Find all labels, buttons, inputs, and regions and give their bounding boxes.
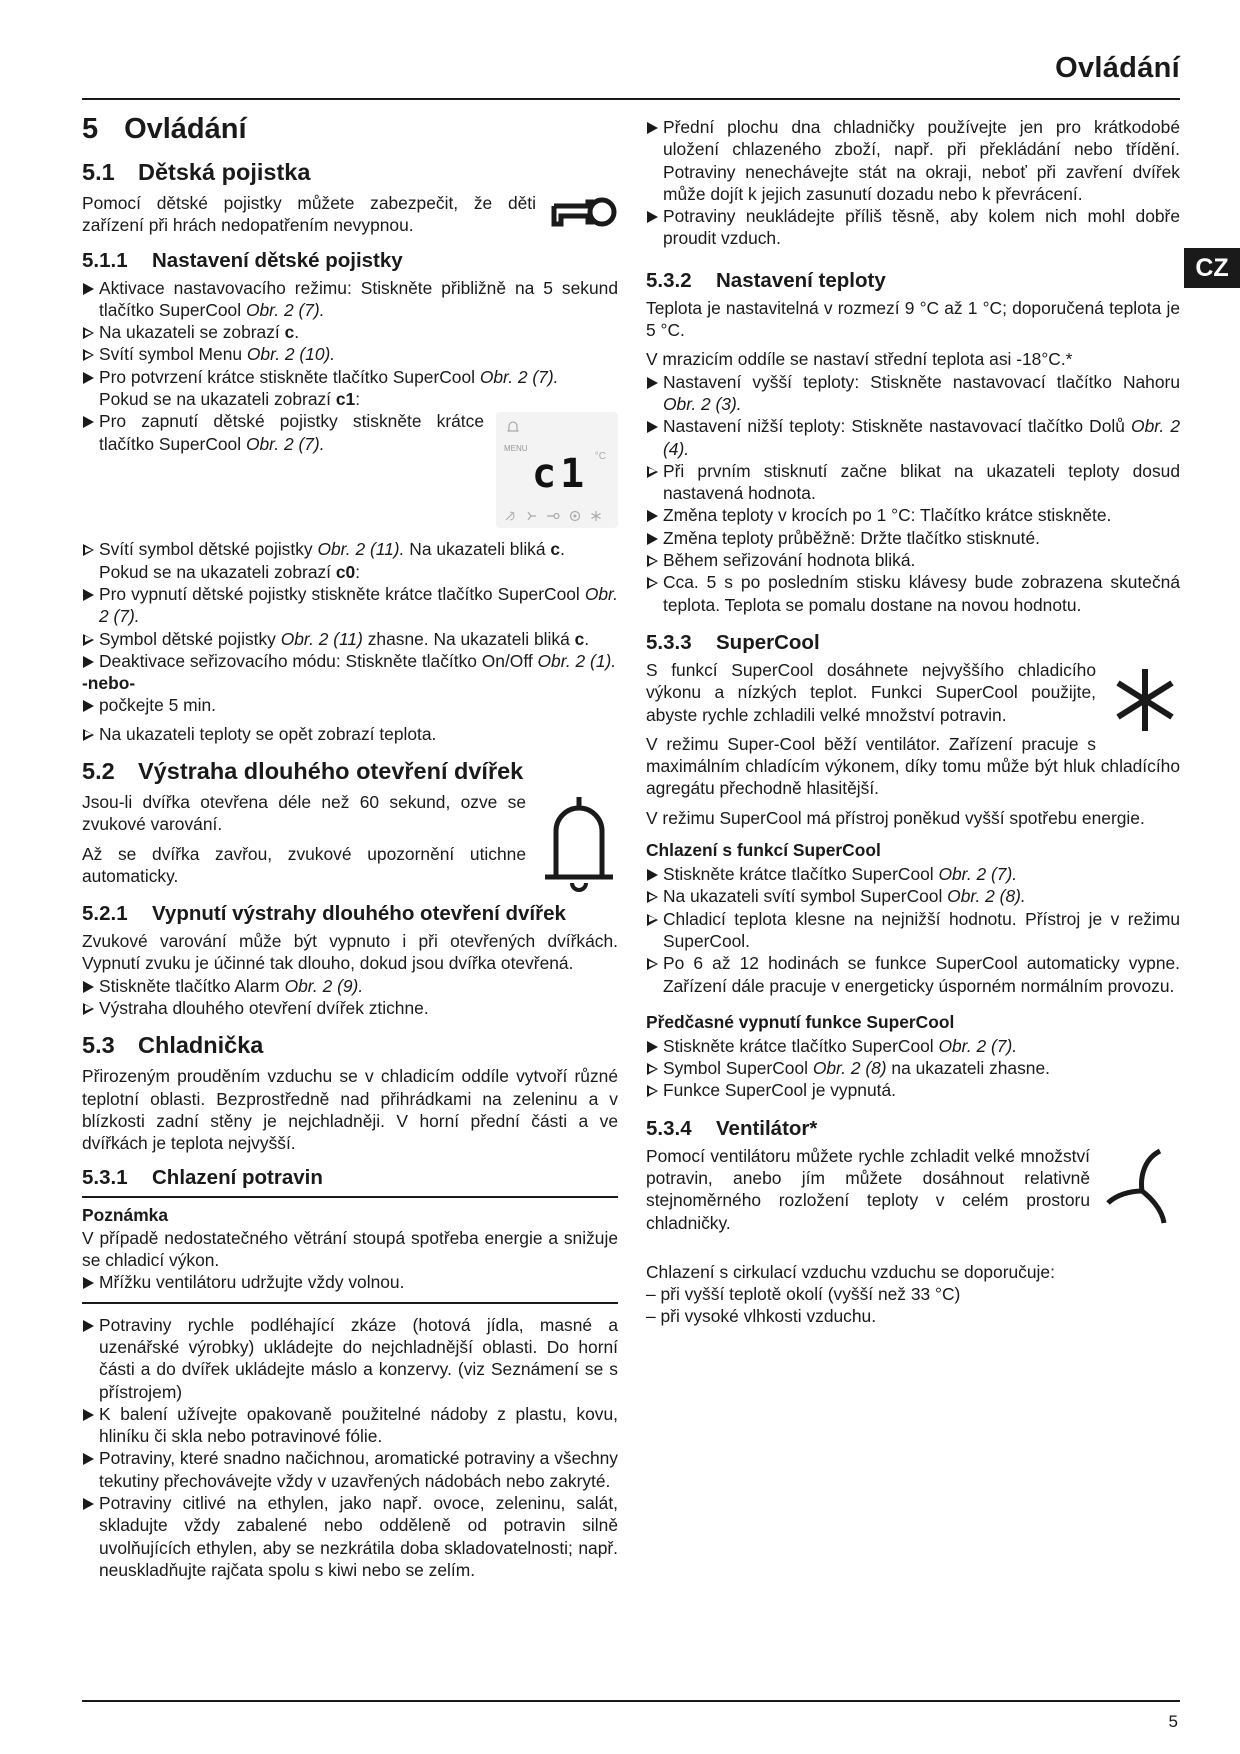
step-item: Pro zapnutí dětské pojistky stiskněte krátce tlačítko SuperCool Obr. 2 (7). xyxy=(82,410,618,455)
language-tab: CZ xyxy=(1184,248,1240,288)
subsection-heading-5-3-2 xyxy=(646,268,1180,293)
or-separator: -nebo- xyxy=(82,673,136,694)
subsection-number: 5.3.2 xyxy=(646,268,692,292)
step-item: Nastavení nižší teploty: Stiskněte nastavovací tlačítko Dolů Obr. 2 (4). xyxy=(646,415,1180,460)
page-number: 5 xyxy=(1168,1712,1178,1731)
supercool-paragraph: V režimu SuperCool má přístroj poněkud vyšší spotřebu energie. xyxy=(646,807,1145,828)
step-item: Stiskněte krátce tlačítko SuperCool Obr. 2 (7). xyxy=(646,863,1180,885)
result-item: Po 6 až 12 hodinách se funkce SuperCool automaticky vypne. Zařízení dále pracuje v energeticky úsporném normálním provozu. xyxy=(646,952,1180,997)
fan-blade-icon xyxy=(1104,1147,1180,1227)
result-item: Chladicí teplota klesne na nejnižší hodnotu. Přístroj je v režimu SuperCool. xyxy=(646,908,1180,953)
subsection-number: 5.1.1 xyxy=(82,248,128,272)
temp-paragraph: V mrazicím oddíle se nastaví střední teplota asi -18°C.* xyxy=(646,349,1073,370)
subsection-number: 5.3.1 xyxy=(82,1166,128,1190)
subsection-heading-5-3-3 xyxy=(646,630,1180,655)
step-item: Přední plochu dna chladničky používejte jen pro krátkodobé uložení chlazeného zboží, např. při překládání nebo třídění. Potraviny nenechávejte stát na okraji, neboť při zavření dvířek může dojít k jejich zasunutí dozadu nebo k převrácení. xyxy=(646,116,1180,205)
display-symbol: c xyxy=(574,628,585,649)
subsection-heading-5-3-4 xyxy=(646,1116,1180,1141)
chapter-title: Ovládání xyxy=(124,113,247,145)
subsection-title: Nastavení teploty xyxy=(716,268,886,292)
result-item: Svítí symbol dětské pojistky Obr. 2 (11). Na ukazateli bliká c. xyxy=(82,538,618,560)
child-lock-intro-block xyxy=(82,192,618,237)
fan-paragraph: Chlazení s cirkulací vzduchu vzduchu se doporučuje: xyxy=(646,1261,1055,1282)
temp-paragraph: Teplota je nastavitelná v rozmezí 9 °C až 1 °C; doporučená teplota je 5 °C. xyxy=(646,297,1180,341)
result-item: Svítí symbol Menu Obr. 2 (10). xyxy=(82,343,618,365)
display-symbol: c xyxy=(284,322,295,343)
snowflake-supercool-icon xyxy=(1110,665,1180,735)
section-number: 5.2 xyxy=(82,758,115,785)
vacation-icon xyxy=(569,510,581,522)
section-heading-5-2 xyxy=(82,757,618,785)
result-item: Symbol dětské pojistky Obr. 2 (11) zhasne. Na ukazateli bliká c. xyxy=(82,628,618,650)
subsection-number: 5.3.3 xyxy=(646,630,692,654)
page-header-title: Ovládání xyxy=(1055,52,1180,84)
step-item: K balení užívejte opakovaně použitelné nádoby z plastu, kovu, hliníku či skla nebo potravinové fólie. xyxy=(82,1403,618,1448)
fan-icon xyxy=(525,510,537,522)
condition-line: Pokud se na ukazateli zobrazí c1: xyxy=(99,389,361,410)
display-menu-label: MENU xyxy=(504,444,528,454)
condition-line: Pokud se na ukazateli zobrazí c0: xyxy=(99,561,361,582)
display-symbol: c xyxy=(550,539,561,560)
snowflake-icon xyxy=(590,510,602,522)
supercool-paragraph: S funkcí SuperCool dosáhnete nejvyššího chladicího výkonu a nízkých teplot. Funkci SuperCool použijte, abyste rychle zchladili velké množství potravin. xyxy=(646,659,1096,725)
key-small-icon xyxy=(546,510,560,522)
child-lock-intro: Pomocí dětské pojistky můžete zabezpečit, že děti zařízení při hrách nedopatřením nevypnou. xyxy=(82,193,536,236)
subsection-number: 5.2.1 xyxy=(82,902,128,926)
note-title: Poznámka xyxy=(82,1205,169,1226)
step-item: Změna teploty v krocích po 1 °C: Tlačítko krátce stiskněte. xyxy=(646,504,1180,526)
step-item: Deaktivace seřizovacího módu: Stiskněte tlačítko On/Off Obr. 2 (1). xyxy=(82,650,618,672)
step-item: Stiskněte krátce tlačítko SuperCool Obr. 2 (7). xyxy=(646,1035,1180,1057)
result-item: Během seřizování hodnota bliká. xyxy=(646,549,1180,571)
step-item: Potraviny rychle podléhající zkáze (hotová jídla, masné a uzenářské výrobky) ukládejte do nejchladnější oblasti. Do horní části a do dvířek ukládejte máslo a konzervy. (viz Seznámení se s přístrojem) xyxy=(82,1314,618,1403)
result-item: Při prvním stisknutí začne blikat na ukazateli teploty dosud nastavená hodnota. xyxy=(646,460,1180,505)
step-item: počkejte 5 min. xyxy=(82,694,618,716)
subsection-heading-5-2-1 xyxy=(82,901,618,926)
result-item: Na ukazateli se zobrazí c. xyxy=(82,321,618,343)
subsection-title: Ventilátor* xyxy=(716,1116,818,1140)
dash-item: – při vyšší teplotě okolí (vyšší než 33 °C) xyxy=(646,1284,961,1305)
header-rule xyxy=(82,98,1180,100)
result-item: Cca. 5 s po posledním stisku klávesy bude zobrazena skutečná teplota. Teplota se pomalu dostane na novou hodnotu. xyxy=(646,571,1180,616)
crossed-fan-icon xyxy=(504,510,516,522)
fridge-paragraph: Přirozeným prouděním vzduchu se v chladicím oddíle vytvoří různé teplotní oblasti. Bezprostředně nad přihrádkami na zeleninu a v blízkosti zadní stěny je nejchladněji. V horní přední části a ve dvířkách je teplota nejvyšší. xyxy=(82,1066,618,1154)
supercool-off-heading: Předčasné vypnutí funkce SuperCool xyxy=(646,1011,955,1032)
step-item: Aktivace nastavovacího režimu: Stiskněte přibližně na 5 sekund tlačítko SuperCool Obr. 2 (7). xyxy=(82,277,618,322)
step-item: Změna teploty průběžně: Držte tlačítko stisknuté. xyxy=(646,527,1180,549)
door-alarm-paragraph: Jsou-li dvířka otevřena déle než 60 sekund, ozve se zvukové varování. xyxy=(82,792,526,835)
display-unit: °C xyxy=(594,451,606,463)
step-item: Potraviny neukládejte příliš těsně, aby kolem nich mohl dobře proudit vzduch. xyxy=(646,205,1180,250)
subsection-heading-5-3-1 xyxy=(82,1165,618,1190)
step-item: Potraviny, které snadno načichnou, aromatické potraviny a všechny tekutiny přechovávejte vždy v uzavřených nádobách nebo zakryté. xyxy=(82,1447,618,1492)
chapter-number: 5 xyxy=(82,113,99,145)
display-reading: c1 xyxy=(532,451,589,498)
display-status-icons xyxy=(504,510,602,522)
subsection-title: Nastavení dětské pojistky xyxy=(152,248,403,272)
display-symbol: c1 xyxy=(335,389,356,410)
bell-alarm-icon xyxy=(540,793,618,897)
dash-item: – při vysoké vlhkosti vzduchu. xyxy=(646,1306,877,1327)
note-rule xyxy=(82,1196,618,1198)
section-number: 5.3 xyxy=(82,1032,115,1059)
result-item: Na ukazateli svítí symbol SuperCool Obr. 2 (8). xyxy=(646,885,1180,907)
section-title: Chladnička xyxy=(138,1032,264,1059)
step-item: Pro vypnutí dětské pojistky stiskněte krátce tlačítko SuperCool Obr. 2 (7). xyxy=(82,583,618,628)
left-column xyxy=(82,112,618,1581)
result-item: Symbol SuperCool Obr. 2 (8) na ukazateli zhasne. xyxy=(646,1057,1180,1079)
fan-paragraph: Pomocí ventilátoru můžete rychle zchladit velké množství potravin, anebo jím můžete dosáhnout relativně stejnoměrného rozložení teploty v celém prostoru chladničky. xyxy=(646,1145,1090,1233)
step-item: Pro potvrzení krátce stiskněte tlačítko SuperCool Obr. 2 (7). xyxy=(82,366,618,388)
key-icon xyxy=(550,194,618,234)
chapter-heading xyxy=(82,112,618,146)
supercool-paragraph: V režimu Super-Cool běží ventilátor. Zařízení pracuje s maximálním chladícím výkonem, díky tomu může být hluk chladícího agregátu přechodně hlasitější. xyxy=(646,733,1180,799)
subsection-heading-5-1-1 xyxy=(82,248,618,273)
step-item: Potraviny citlivé na ethylen, jako např. ovoce, zeleninu, salát, skladujte vždy zabalené nebo odděleně od potravin silně uvolňujících ethylen, aby se nezkrátila doba skladovatelnosti; např. neuskladňujte rajčata spolu s kiwi nebo se zelím. xyxy=(82,1492,618,1581)
subsection-title: Vypnutí výstrahy dlouhého otevření dvířek xyxy=(152,902,566,926)
section-title: Dětská pojistka xyxy=(138,159,311,185)
section-number: 5.1 xyxy=(82,159,115,185)
subsection-number: 5.3.4 xyxy=(646,1116,692,1140)
supercool-on-heading: Chlazení s funkcí SuperCool xyxy=(646,840,881,861)
note-text: V případě nedostatečného větrání stoupá spotřeba energie a snižuje se chladicí výkon. xyxy=(82,1227,618,1271)
subsection-title: SuperCool xyxy=(716,630,820,654)
footer-rule xyxy=(82,1700,1180,1702)
section-heading-5-1 xyxy=(82,158,618,186)
step-item: Stiskněte tlačítko Alarm Obr. 2 (9). xyxy=(82,975,618,997)
step-item: Mřížku ventilátoru udržujte vždy volnou. xyxy=(82,1271,618,1293)
result-item: Výstraha dlouhého otevření dvířek ztichne. xyxy=(82,997,618,1019)
step-item: Nastavení vyšší teploty: Stiskněte nastavovací tlačítko Nahoru Obr. 2 (3). xyxy=(646,371,1180,416)
right-column xyxy=(646,116,1180,1328)
section-heading-5-3 xyxy=(82,1031,618,1059)
subsection-title: Chlazení potravin xyxy=(152,1166,323,1190)
result-item: Na ukazateli teploty se opět zobrazí teplota. xyxy=(82,723,618,745)
display-symbol: c0 xyxy=(335,561,356,582)
door-alarm-paragraph: Až se dvířka zavřou, zvukové upozornění utichne automaticky. xyxy=(82,843,526,886)
alarm-off-paragraph: Zvukové varování může být vypnuto i při otevřených dvířkách. Vypnutí zvuku je účinné tak dlouho, dokud jsou dvířka otevřená. xyxy=(82,931,618,974)
result-item: Funkce SuperCool je vypnutá. xyxy=(646,1079,1180,1101)
section-title: Výstraha dlouhého otevření dvířek xyxy=(138,758,524,785)
note-rule xyxy=(82,1302,618,1304)
